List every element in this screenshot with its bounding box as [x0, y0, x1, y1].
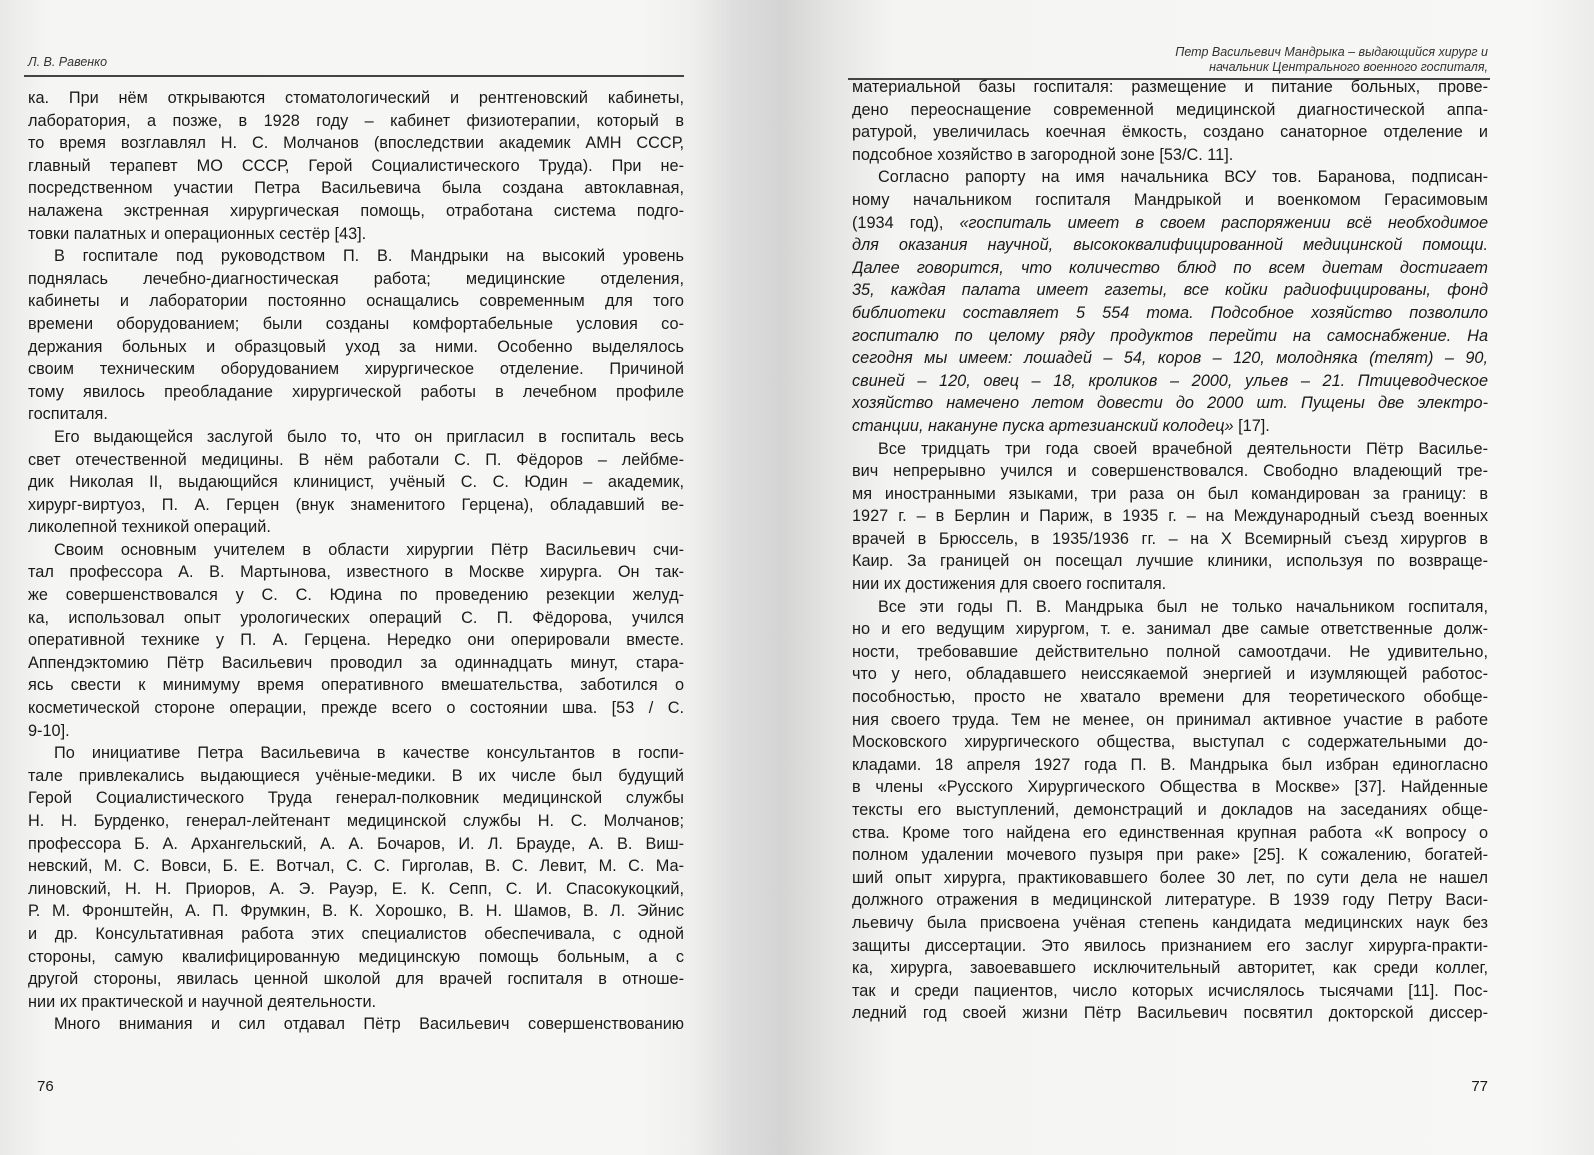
paragraph — [28, 245, 684, 426]
text-line: врачей в Брюссель, в 1935/1936 гг. – на X Всемирный съезд хирургов в — [852, 529, 1488, 548]
text-line: По инициативе Петра Васильевича в качестве консультантов в госпи- — [54, 744, 684, 763]
paragraph — [852, 76, 1488, 166]
text-line: поднялась лечебно-диагностическая работа; медицинские отделения, — [28, 269, 684, 288]
text-line: Много внимания и сил отдавал Пётр Васильевич совершенствованию — [54, 1015, 684, 1034]
text-line — [852, 325, 1488, 348]
page-number: 76 — [37, 1078, 54, 1095]
quoted-text: хозяйство намечено летом довести до 2000 шт. Пущены две электро- — [852, 394, 1488, 413]
paragraph — [852, 596, 1488, 1025]
text-segment: [17]. — [1233, 416, 1270, 435]
text-line: ка. При нём открываются стоматологический и рентгеновский кабинеты, — [28, 89, 684, 107]
text-line: товки палатных и операционных сестёр [43]. — [28, 224, 367, 243]
text-line: дик Николая II, выдающийся клиницист, учёный С. С. Юдин – академик, — [28, 473, 684, 492]
paragraph — [852, 166, 1488, 437]
text-line: ка, использовал опыт урологических операций С. П. Фёдорова, учился — [28, 608, 684, 627]
quoted-text: 35, каждая палата имеет газеты, все койки радиофицированы, фонд — [852, 281, 1488, 300]
running-header-line: начальник Центрального военного госпиталя, — [1209, 60, 1488, 74]
quoted-text: библиотеки составляет 5 554 тома. Подсобное хозяйство позволило — [852, 303, 1488, 322]
text-line: материальной базы госпиталя: размещение и питание больных, прове- — [852, 78, 1488, 96]
text-line: тому явилось преобладание хирургической работы в лечебном профиле — [28, 382, 684, 401]
text-line: Московского хирургического общества, выступал с содержательными до- — [852, 733, 1488, 752]
text-line — [852, 234, 1488, 257]
running-header — [1175, 45, 1488, 75]
text-line: дено переоснащение современной медицинской диагностической аппа- — [852, 100, 1488, 119]
text-line: линовский, Н. Н. Приоров, А. Э. Рауэр, Е. К. Сепп, С. И. Спасокукоцкий, — [28, 879, 684, 898]
text-line: хирург-виртуоз, П. А. Герцен (внук знаменитого Герцена), обладавший ве- — [28, 495, 684, 514]
page-body — [28, 87, 684, 1036]
quoted-text: свиней – 120, овец – 18, кроликов – 2000, ульев – 21. Птицеводческое — [852, 371, 1488, 390]
text-line: налажена экстренная хирургическая помощь, отработана система подго- — [28, 201, 684, 220]
text-line — [852, 370, 1488, 393]
text-line: что у него, обладавшего неиссякаемой энергией и изумляющей работос- — [852, 665, 1488, 684]
text-line — [852, 415, 1488, 438]
text-line: нии их практической и научной деятельности. — [28, 992, 377, 1011]
text-line — [852, 257, 1488, 280]
text-line: оперативной технике у П. А. Герцена. Нередко они оперировали вместе. — [28, 631, 684, 650]
text-line: другой стороны, явилась ценной школой для врачей госпиталя в отноше- — [28, 970, 684, 989]
text-line: Аппендэктомию Пётр Васильевич проводил за одиннадцать минут, стара- — [28, 653, 684, 672]
text-line: Н. Н. Бурденко, генерал-лейтенант медицинской службы Н. С. Молчанов; — [28, 812, 684, 830]
text-line: Его выдающейся заслугой было то, что он пригласил в госпиталь весь — [54, 427, 684, 446]
text-line: ясь свести к минимуму время оперативного вмешательства, заботился о — [28, 676, 684, 695]
text-line: ства. Кроме того найдена его единственная крупная работа «К вопросу о — [852, 823, 1488, 842]
left-page — [28, 0, 684, 1155]
text-line: Каир. За границей он посещал лучшие клиники, используя по возвраще- — [852, 552, 1488, 571]
text-line: льевичу была присвоена учёная степень кандидата медицинских наук без — [852, 913, 1488, 932]
text-line: стороны, самую квалифицированную медицинскую помощь больным, а с — [28, 947, 684, 966]
quoted-text: сегодня мы имеем: лошадей – 54, коров – 120, молодняка (телят) – 90, — [852, 349, 1488, 368]
text-line — [852, 302, 1488, 325]
text-line: ка, хирурга, завоевавшего исключительный авторитет, как среди коллег, — [852, 959, 1488, 978]
text-line: ному начальником госпиталя Мандрыкой и военкомом Герасимовым — [852, 190, 1488, 209]
text-line: ледний год своей жизни Пётр Васильевич посвятил докторской диссер- — [852, 1004, 1488, 1023]
text-line: тал профессора А. В. Мартынова, известного в Москве хирурга. Он так- — [28, 563, 684, 582]
quoted-text: госпиталю по целому ряду продуктов перейти на самоснабжение. На — [852, 326, 1488, 345]
text-line: тексты его выступлений, демонстраций и докладов на заседаниях обще- — [852, 801, 1488, 819]
page-number: 77 — [1471, 1078, 1488, 1095]
text-line — [852, 392, 1488, 415]
text-line: косметической стороне операции, прежде всего о состоянии шва. [53 / С. — [28, 699, 684, 718]
text-line: нии их достижения для своего госпиталя. — [852, 575, 1167, 594]
text-line: но и его ведущим хирургом, т. е. занимал две самые ответственные долж- — [852, 620, 1488, 639]
text-line: Герой Социалистического Труда генерал-полковник медицинской службы — [28, 789, 684, 808]
text-line — [852, 347, 1488, 370]
text-line: ликолепной техникой операций. — [28, 518, 271, 537]
paragraph — [852, 438, 1488, 596]
text-line — [852, 212, 1488, 235]
text-line: профессора Б. А. Архангельский, А. А. Бочаров, И. Л. Брауде, А. В. Виш- — [28, 834, 684, 853]
text-line: 1927 г. – в Берлин и Париж, в 1935 г. – на Международный съезд военных — [852, 507, 1488, 526]
text-line: 9-10]. — [28, 721, 70, 740]
text-line: В госпитале под руководством П. В. Мандрыки на высокий уровень — [54, 247, 684, 266]
text-line: Все тридцать три года своей врачебной деятельности Пётр Василье- — [878, 439, 1488, 458]
quoted-text: станции, накануне пуска артезианский колодец» — [852, 416, 1234, 435]
text-line: в члены «Русского Хирургического Общества в Москве» [37]. Найденные — [852, 778, 1488, 797]
quoted-text: «госпиталь имеет в своем распоряжении всё необходимое — [959, 213, 1488, 232]
text-line: ший опыт хирурга, практиковавшего более 30 лет, по сути дела не нашел — [852, 868, 1488, 887]
text-line — [852, 279, 1488, 302]
text-line: ности, требовавшие действительно полной самоотдачи. Не удивительно, — [852, 642, 1488, 661]
paragraph — [28, 539, 684, 742]
text-line: посредственном участии Петра Васильевича была создана автоклавная, — [28, 179, 684, 198]
text-line: вич непрерывно учился и совершенствовался. Свободно владеющий тре- — [852, 462, 1488, 481]
text-line: Согласно рапорту на имя начальника ВСУ тов. Баранова, подписан- — [878, 168, 1488, 187]
paragraph — [28, 742, 684, 1013]
text-line: Все эти годы П. В. Мандрыка был не только начальником госпиталя, — [878, 597, 1488, 616]
paragraph — [28, 426, 684, 539]
running-header-line: Петр Васильевич Мандрыка – выдающийся хирург и — [1175, 45, 1488, 59]
text-line: мя иностранными языками, три раза он был командирован за границу: в — [852, 484, 1488, 503]
text-line: Своим основным учителем в области хирургии Пётр Васильевич счи- — [54, 540, 684, 559]
running-header-line: Л. В. Равенко — [28, 55, 108, 69]
right-page — [852, 0, 1488, 1155]
text-line: кладами. 18 апреля 1927 года П. В. Мандрыка был избран единогласно — [852, 755, 1488, 774]
text-line: ния своего труда. Тем не менее, он принимал активное участие в работе — [852, 710, 1488, 729]
text-line: своим техническим оборудованием хирургическое отделение. Причиной — [28, 360, 684, 379]
paragraph — [28, 1013, 684, 1036]
text-line: полном удалении мочевого пузыря при раке» [25]. К сожалению, богатей- — [852, 846, 1488, 865]
text-line: невский, М. С. Вовси, Б. Е. Вотчал, С. С. Гирголав, В. С. Левит, М. С. Ма- — [28, 857, 684, 876]
text-line: тале привлекались выдающиеся учёные-медики. В их числе был будущий — [28, 766, 684, 785]
page-body — [852, 76, 1488, 1025]
text-line: защиты диссертации. Это явилось признанием его заслуг хирурга-практи- — [852, 936, 1488, 955]
quoted-text: Далее говорится, что количество блюд по всем диетам достигает — [852, 258, 1488, 277]
text-line: главный терапевт МО СССР, Герой Социалистического Труда). При не- — [28, 156, 684, 175]
text-line: так и среди пациентов, число которых исчислялось тысячами [11]. Пос- — [852, 981, 1488, 1000]
text-line: свет отечественной медицины. В нём работали С. П. Фёдоров – лейбме- — [28, 450, 684, 469]
text-line: же совершенствовался у С. С. Юдина по проведению резекции желуд- — [28, 586, 684, 605]
text-line: ратурой, увеличилась коечная ёмкость, создано санаторное отделение и — [852, 123, 1488, 142]
text-line: то время возглавлял Н. С. Молчанов (впоследствии академик АМН СССР, — [28, 134, 684, 153]
text-line: госпиталя. — [28, 405, 108, 424]
running-header — [28, 55, 107, 70]
text-line: должного отражения в медицинской литературе. В 1939 году Петру Васи- — [852, 891, 1488, 910]
text-line: Р. М. Фронштейн, А. П. Фрумкин, В. К. Хорошко, В. Н. Шамов, В. Л. Эйнис — [28, 902, 684, 921]
text-line: лаборатория, а позже, в 1928 году – кабинет физиотерапии, который в — [28, 111, 684, 130]
text-line: кабинеты и лаборатории постоянно оснащались современным для того — [28, 292, 684, 311]
text-line: и др. Консультативная работа этих специалистов обеспечивала, с одной — [28, 924, 684, 943]
text-segment: (1934 год), — [852, 213, 960, 232]
text-line: держания больных и образцовый уход за ними. Особенно выделялось — [28, 337, 684, 356]
header-rule — [24, 75, 684, 77]
text-line: пособностью, просто не хватало времени для теоретического обобще- — [852, 688, 1488, 707]
text-line: времени оборудованием; были созданы комфортабельные условия со- — [28, 314, 684, 333]
text-line: подсобное хозяйство в загородной зоне [53/С. 11]. — [852, 145, 1234, 164]
quoted-text: для оказания научной, высококвалифицированной медицинской помощи. — [852, 236, 1488, 255]
paragraph — [28, 87, 684, 245]
